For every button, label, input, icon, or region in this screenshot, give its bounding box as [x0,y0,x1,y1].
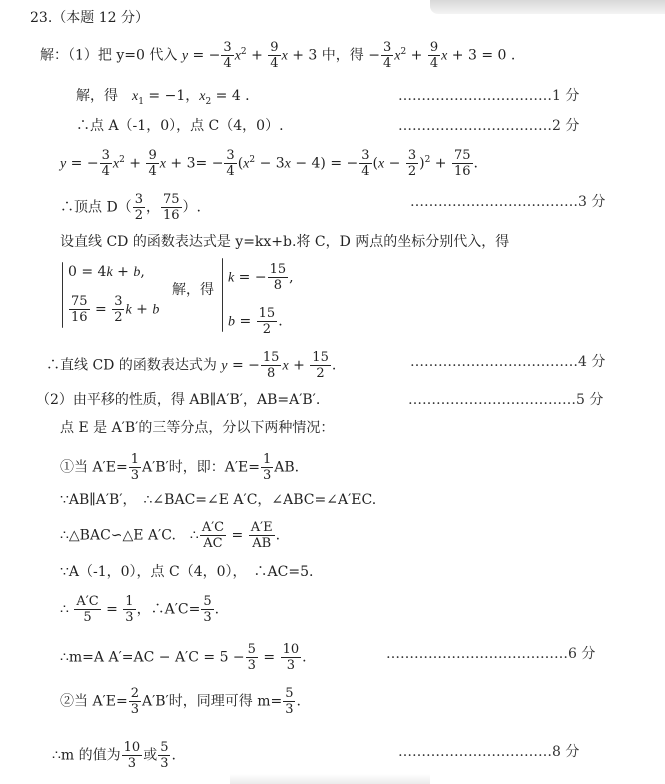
score-6: …………………………………6 分 [386,646,596,662]
part2-line2: 点 E 是 A′B′的三等分点，分以下两种情况： [60,420,335,436]
solution-k: k = − $\frac{15}{8}$ , [228,262,294,293]
page-footer-shadow [230,774,430,784]
part2-line3: ①当 A′E= $\frac{1}{3}$ A′B′时，即：A′E= $\frac{1}{3}$ AB. [60,452,300,483]
part2-line1: （2）由平移的性质，得 AB∥A′B′，AB=A′B′. [36,392,321,408]
part2-line9: ②当 A′E= $\frac{2}{3}$ A′B′时，同理可得 m= $\frac{5}{3}$ . [60,686,301,717]
top-shadow [430,0,665,14]
score-4: ………………………………4 分 [410,354,606,370]
part1-line2: 解，得 $x_1 = -1$，$x_2 = 4$ . [76,88,250,107]
equation-1: 0 = 4k + b, [68,264,145,280]
part1-line5: ∴顶点 D（ $\frac{3}{2}$ ， $\frac{75}{16}$ ）. [60,192,201,223]
question-header: 23.（本题 12 分） [30,10,149,26]
left-brace [62,262,63,328]
part2-line5: ∴△BAC∽△E A′C. ∴ $\frac{A'C}{AC}$ = $\frac{A'E}{AB}$ . [60,520,281,551]
part1-line3: ∴点 A（-1，0），点 C（4，0）. [76,118,284,134]
equation-2: $\frac{75}{16}$ = $\frac{3}{2}$ k + b [71,294,160,325]
score-3: ………………………………3 分 [410,194,606,210]
score-5: ………………………………5 分 [408,392,604,408]
score-1: ……………………………1 分 [398,88,580,104]
solution-b: b = $\frac{15}{2}$ . [228,306,283,337]
part1-line1: 解：（1）把 y=0 代入 y = − $\frac{3}{4}$ $x^2$ + $\frac{9}{4}$ x + 3 中，得 − $\frac{3}{4}$ $x^2$ + $\frac{9}{4}$ x + 3 = 0 . [40,40,516,71]
solve-label: 解，得 [172,282,214,298]
part2-line7: ∴ $\frac{A'C}{5}$ = $\frac{1}{3}$ ，∴A′C= $\frac{5}{3}$ . [60,594,220,625]
part2-line4: ∵AB∥A′B′， ∴∠BAC=∠E A′C，∠ABC=∠A′EC. [60,492,377,508]
part1-line8: ∴直线 CD 的函数表达式为 y = − $\frac{15}{8}$ x + $\frac{15}{2}$ . [46,350,337,381]
right-brace [222,258,223,332]
part1-line6: 设直线 CD 的函数表达式是 y=kx+b.将 C，D 两点的坐标分别代入，得 [60,234,510,250]
part1-line4: y = − $\frac{3}{4}$ $x^2$ + $\frac{9}{4}$ x + 3= − $\frac{3}{4}$ $(x^2 - 3x - 4)$ = − $\frac{3}{4}$ (x − $\frac{3}{2}$ )$^2$ + $\frac{75}{16}$ . [60,148,478,179]
part2-line6: ∵A（-1，0），点 C（4，0）， ∴AC=5. [60,564,314,580]
score-2: ……………………………2 分 [398,118,580,134]
score-8: ……………………………8 分 [398,744,580,760]
part2-line10: ∴m 的值为 $\frac{10}{3}$ 或 $\frac{5}{3}$ . [52,740,176,771]
part2-line8: ∴m=A A′=AC − A′C = 5 − $\frac{5}{3}$ = $\frac{10}{3}$ . [60,642,307,673]
